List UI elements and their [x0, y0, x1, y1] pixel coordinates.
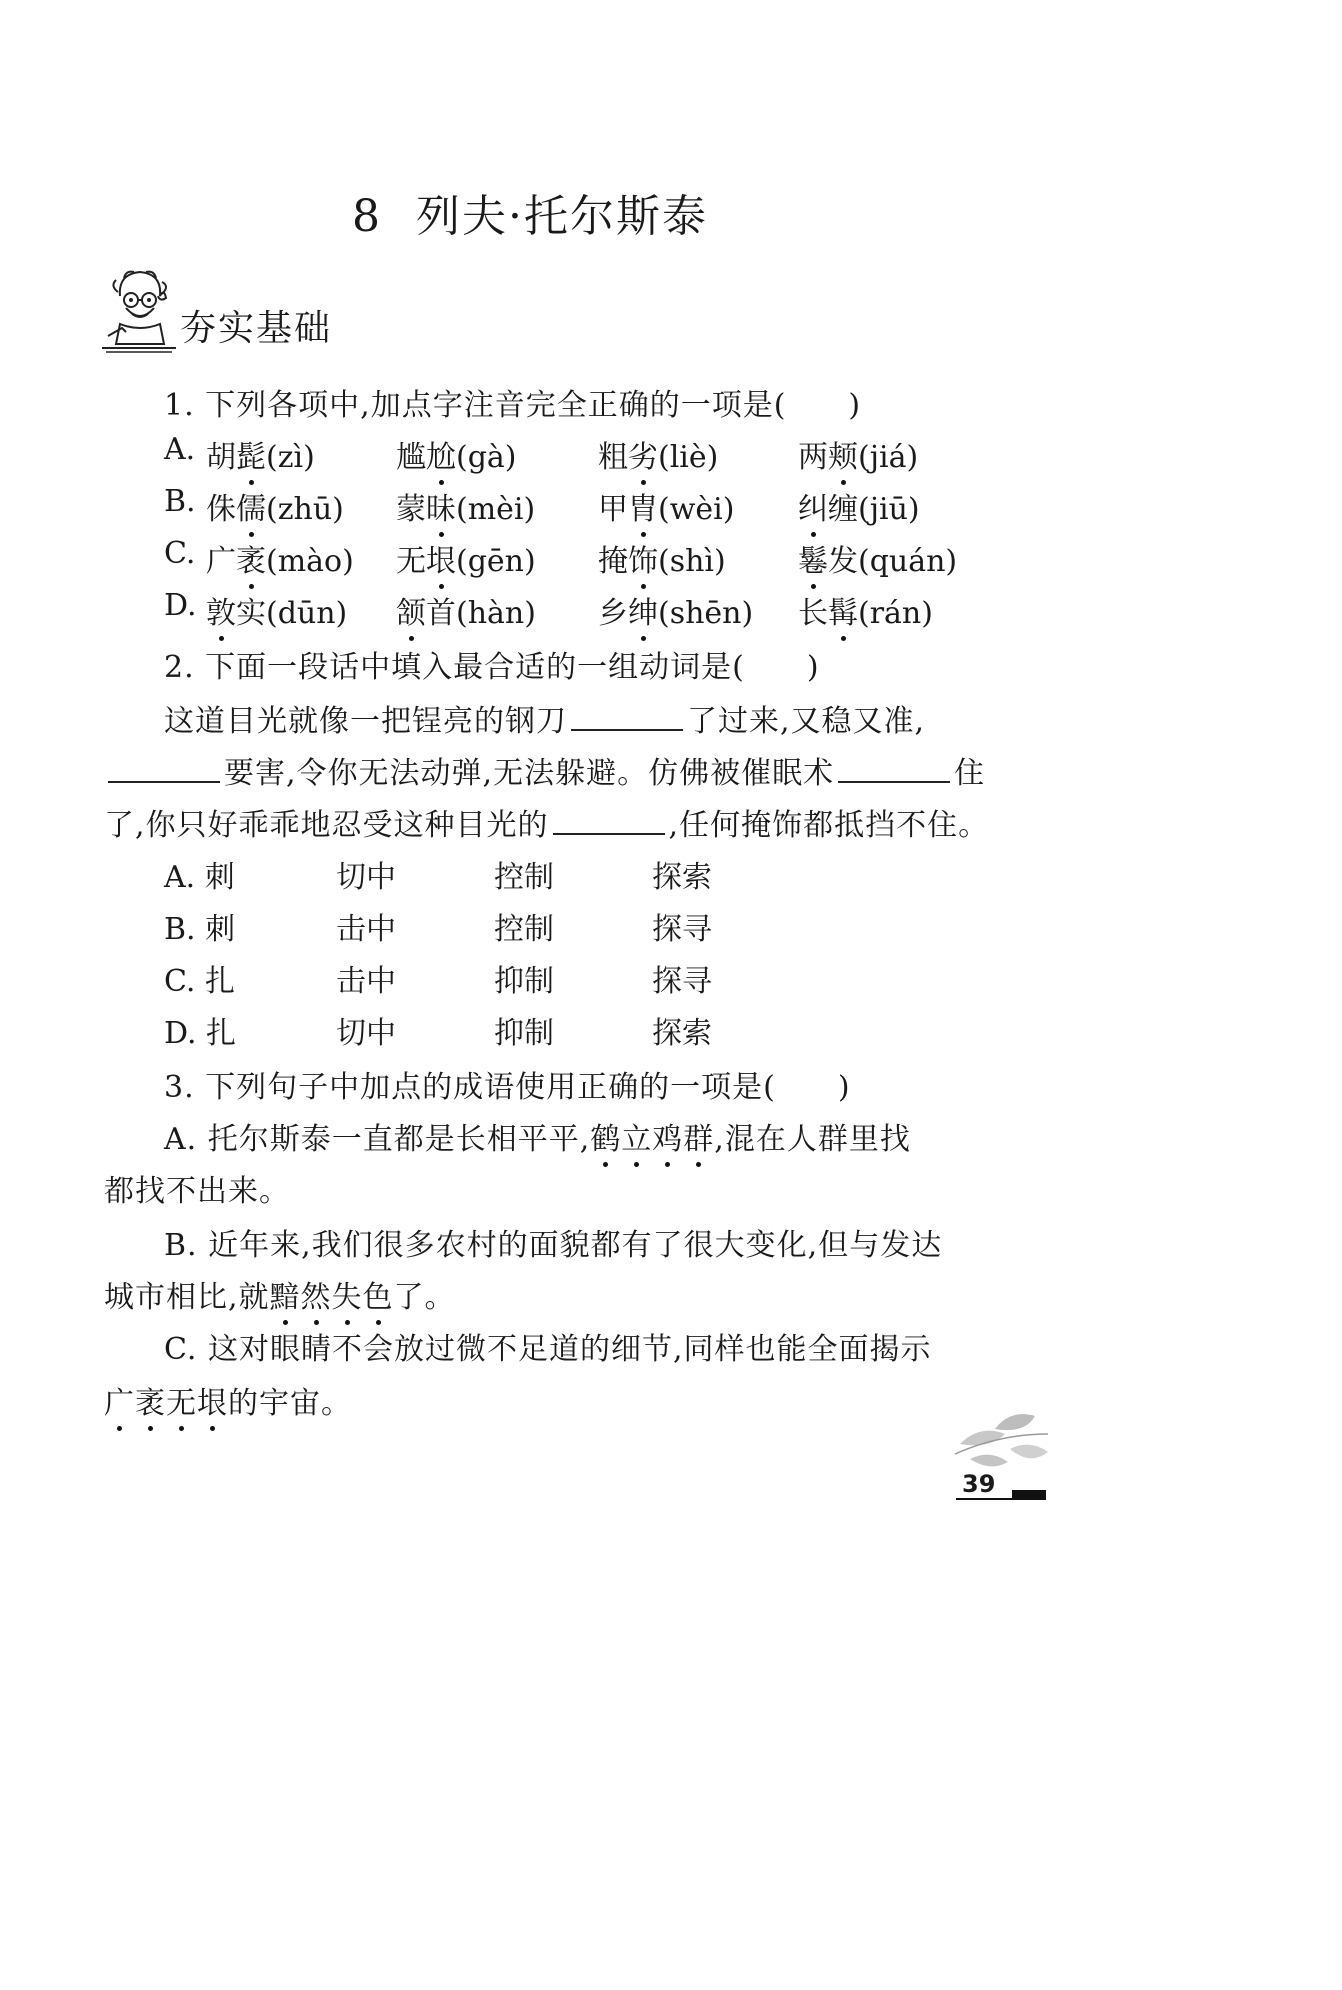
page-number: 39 [962, 1470, 996, 1498]
q1-d-item-3: 乡绅(shēn) [598, 588, 753, 632]
q1-a-item-1: 胡髭(zì) [206, 432, 315, 476]
q2-option-b-3: 控制 [494, 912, 554, 947]
q2-option-c-2: 击中 [336, 964, 396, 999]
q2-option-c-label: C. 扎 [164, 964, 235, 999]
q1-d-item-2: 颔首(hàn) [396, 588, 536, 632]
leaf-decoration-icon [950, 1404, 1050, 1474]
question-1-stem: 1. 下列各项中,加点字注音完全正确的一项是( ) [164, 388, 862, 423]
q1-row-b: B. [164, 484, 196, 519]
question-3-stem: 3. 下列句子中加点的成语使用正确的一项是( ) [164, 1070, 851, 1105]
q1-d-item-4: 长髯(rán) [798, 588, 933, 632]
q1-b-item-4: 纠缠(jiū) [798, 484, 920, 528]
teacher-mascot-icon [100, 266, 178, 356]
q2-option-c-4: 探寻 [652, 964, 712, 999]
lesson-title [0, 180, 1060, 244]
q1-c-item-2: 无垠(gēn) [396, 536, 536, 580]
q3-option-c-line-2: 广袤无垠的宇宙。 [104, 1378, 352, 1422]
q1-c-item-4: 鬈发(quán) [798, 536, 957, 580]
q3-option-a-line-1: A. 托尔斯泰一直都是长相平平,鹤立鸡群,混在人群里找 [164, 1114, 911, 1158]
q2-option-d-label: D. 扎 [164, 1016, 237, 1051]
q3-option-a-line-2: 都找不出来。 [104, 1174, 290, 1209]
q2-option-b-label: B. 刺 [164, 912, 236, 947]
q1-c-item-3: 掩饰(shì) [598, 536, 726, 580]
q1-b-item-1: 侏儒(zhū) [206, 484, 344, 528]
q2-option-d-2: 切中 [336, 1016, 396, 1051]
q2-passage-line-2: 要害,令你无法动弹,无法躲避。仿佛被催眠术 住 [104, 748, 985, 792]
q3-option-b-line-2: 城市相比,就黯然失色了。 [104, 1272, 456, 1316]
page-number-tab [1012, 1490, 1046, 1500]
lesson-name: 列夫·托尔斯泰 [416, 191, 708, 242]
q2-option-a-4: 探索 [652, 860, 712, 895]
q1-a-item-3: 粗劣(liè) [598, 432, 718, 476]
q2-option-a-3: 控制 [494, 860, 554, 895]
q3-option-b-line-1: B. 近年来,我们很多农村的面貌都有了很大变化,但与发达 [164, 1228, 943, 1263]
q3-option-c-line-1: C. 这对眼睛不会放过微不足道的细节,同样也能全面揭示 [164, 1332, 932, 1367]
q2-option-d-3: 抑制 [494, 1016, 554, 1051]
lesson-number: 8 [352, 191, 382, 242]
answer-blank-3[interactable] [838, 759, 950, 783]
q2-option-b-4: 探寻 [652, 912, 712, 947]
q2-option-c-3: 抑制 [494, 964, 554, 999]
q1-b-item-3: 甲胄(wèi) [598, 484, 734, 528]
q2-option-a-2: 切中 [336, 860, 396, 895]
answer-blank-4[interactable] [553, 811, 665, 835]
q2-passage-line-1: 这道目光就像一把锃亮的钢刀 了过来,又稳又准, [164, 704, 926, 739]
q1-b-item-2: 蒙昧(mèi) [396, 484, 535, 528]
answer-blank-1[interactable] [571, 707, 683, 731]
answer-blank-2[interactable] [108, 759, 220, 783]
q1-d-item-1: 敦实(dūn) [206, 588, 347, 632]
q1-row-d: D. [164, 588, 197, 623]
q1-row-c: C. [164, 536, 196, 571]
q2-option-b-2: 击中 [336, 912, 396, 947]
q1-c-item-1: 广袤(mào) [206, 536, 354, 580]
q1-row-a: A. [164, 432, 196, 467]
question-2-stem: 2. 下面一段话中填入最合适的一组动词是( ) [164, 650, 820, 685]
q2-passage-line-3: 了,你只好乖乖地忍受这种目光的 ,任何掩饰都抵挡不住。 [104, 808, 990, 843]
q2-option-a-label: A. 刺 [164, 860, 235, 895]
q1-a-item-4: 两颊(jiá) [798, 432, 918, 476]
q1-a-item-2: 尴尬(gà) [396, 432, 517, 476]
section-heading: 夯实基础 [180, 308, 333, 349]
q2-option-d-4: 探索 [652, 1016, 712, 1051]
